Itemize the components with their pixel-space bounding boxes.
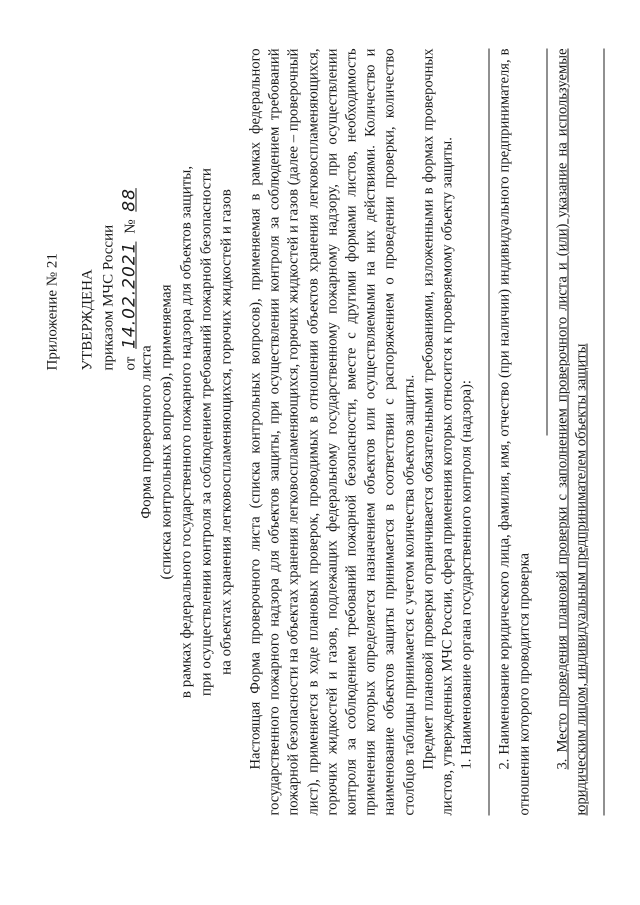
title-line-4: при осуществлении контроля за соблюдением требований пожарной безопасности: [198, 167, 214, 696]
approval-stamp: [42, 70, 141, 370]
item-2-fill-line[interactable]: [534, 48, 547, 435]
item-3-text: 3. Место проведения плановой проверки с заполнением проверочного листа и (или) указание на используемые юридическим лицом, индивидуальным предпринимателем объекты защиты: [553, 48, 590, 815]
item-2-legal-entity: 2. Наименование юридического лица, фамилия, имя, отчество (при наличии) индивидуального предпринимателя, в отношении которого проводится проверка: [496, 48, 532, 815]
item-3-fill-line[interactable]: [591, 48, 604, 815]
date-prefix: от: [122, 356, 138, 370]
item-3-inspection-place: [553, 48, 591, 815]
approval-date: 14.02.2021: [119, 241, 139, 349]
item-1-control-body: 1. Наименование органа государственного контроля (надзора):: [458, 379, 475, 769]
scope-paragraph: Предмет плановой проверки ограничивается обязательными требованиями, изложенными в формах проверочных листов, утвержденных МЧС России, сфера применения которых относится к проверяемому объекту защиты.: [419, 48, 456, 815]
approval-number: 88: [119, 187, 139, 212]
title-line-2: (списка контрольных вопросов), применяемая: [158, 284, 174, 579]
document-body: [246, 48, 604, 815]
appendix-number: Приложение № 21: [44, 252, 60, 370]
approved-by-order: приказом МЧС России: [100, 224, 116, 370]
title-line-1: Форма проверочного листа: [138, 344, 154, 519]
approval-date-row: [119, 70, 141, 370]
item-1-fill-line[interactable]: [476, 48, 489, 815]
document-title: [136, 48, 236, 815]
number-prefix: №: [122, 218, 138, 234]
approved-heading: УТВЕРЖДЕНА: [79, 268, 95, 370]
intro-paragraph: Настоящая Форма проверочного листа (списка контрольных вопросов), применяемая в рамках федерального государственного пожарного надзора для объектов защиты, при осуществлении контроля за соблюдением требований пожарной безопасности на объектах хранения легковоспламеняющихся, горючих жидкостей и газов (далее – проверочный лист), применяется в ходе плановых проверок, проводимых в отношении объектов хранения легковоспламеняющихся, горючих жидкостей и газов, подлежащих федеральному государственному пожарному надзору, при осуществлении контроля за соблюдением требований пожарной безопасности, вместе с другими формами листов, необходимость применения которых определяется назначением объектов или осуществляемыми на них действиями. Количество и наименование объектов защиты принимается в соответствии с распоряжением о проведении проверки, количество столбцов таблицы принимается с учетом количества объектов защиты.: [247, 48, 417, 815]
title-line-3: в рамках федерального государственного пожарного надзора для объектов защиты,: [178, 165, 194, 698]
title-line-5: на объектах хранения легковоспламеняющихся, горючих жидкостей и газов: [218, 188, 234, 675]
